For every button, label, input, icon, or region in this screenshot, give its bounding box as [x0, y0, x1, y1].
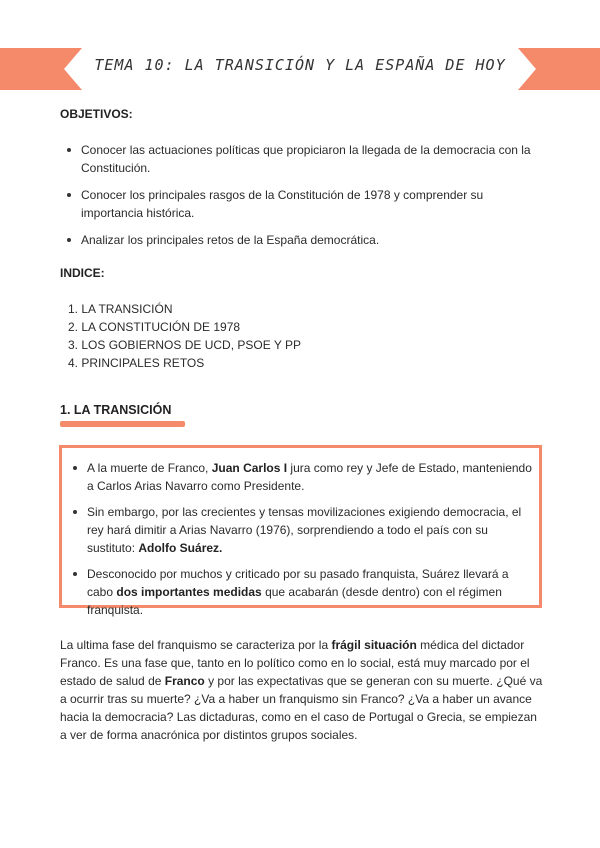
index-item: 4. PRINCIPALES RETOS [68, 356, 205, 370]
body-paragraph: La ultima fase del franquismo se caracteriza por la frágil situación médica del dictador Franco. Es una fase que, tanto en lo político como en lo social, está muy marcado por el estado de salud de Franco y por las expectativas que se generan con su muerte. ¿Qué va a ocurrir tras su muerte? ¿Va a haber un franquismo sin Franco? ¿Va a haber un avance hacia la democracia? Las dictaduras, como en el caso de Portugal o Grecia, se empiezan a ver de forma anacrónica por distintos grupos sociales. [60, 638, 543, 742]
index-list [68, 300, 301, 372]
section-underline [60, 421, 185, 427]
index-item: 2. LA CONSTITUCIÓN DE 1978 [68, 320, 241, 334]
index-heading: INDICE: [60, 266, 105, 280]
highlight-box [59, 445, 542, 617]
box-item: Sin embargo, por las crecientes y tensas movilizaciones exigiendo democracia, el rey hará dimitir a Arias Navarro (1976), sorprendiendo a todo el país con su sustituto: Adolfo Suárez. [70, 503, 532, 557]
index-item: 1. LA TRANSICIÓN [68, 302, 173, 316]
objective-item: Analizar los principales retos de la España democrática. [64, 231, 544, 249]
objective-item: Conocer las actuaciones políticas que propiciaron la llegada de la democracia con la Constitución. [64, 141, 544, 177]
box-item: Desconocido por muchos y criticado por su pasado franquista, Suárez llevará a cabo dos importantes medidas que acabarán (desde dentro) con el régimen franquista. [70, 565, 532, 619]
box-item: A la muerte de Franco, Juan Carlos I jura como rey y Jefe de Estado, manteniendo a Carlos Arias Navarro como Presidente. [70, 459, 532, 495]
page-title: TEMA 10: LA TRANSICIÓN Y LA ESPAÑA DE HOY [94, 56, 506, 74]
index-item: 3. LOS GOBIERNOS DE UCD, PSOE Y PP [68, 338, 301, 352]
box-list [70, 459, 532, 627]
objective-item: Conocer los principales rasgos de la Constitución de 1978 y comprender su importancia histórica. [64, 186, 544, 222]
objectives-list [64, 141, 544, 258]
section-title: 1. LA TRANSICIÓN [60, 403, 172, 417]
objectives-heading: OBJETIVOS: [60, 107, 133, 121]
